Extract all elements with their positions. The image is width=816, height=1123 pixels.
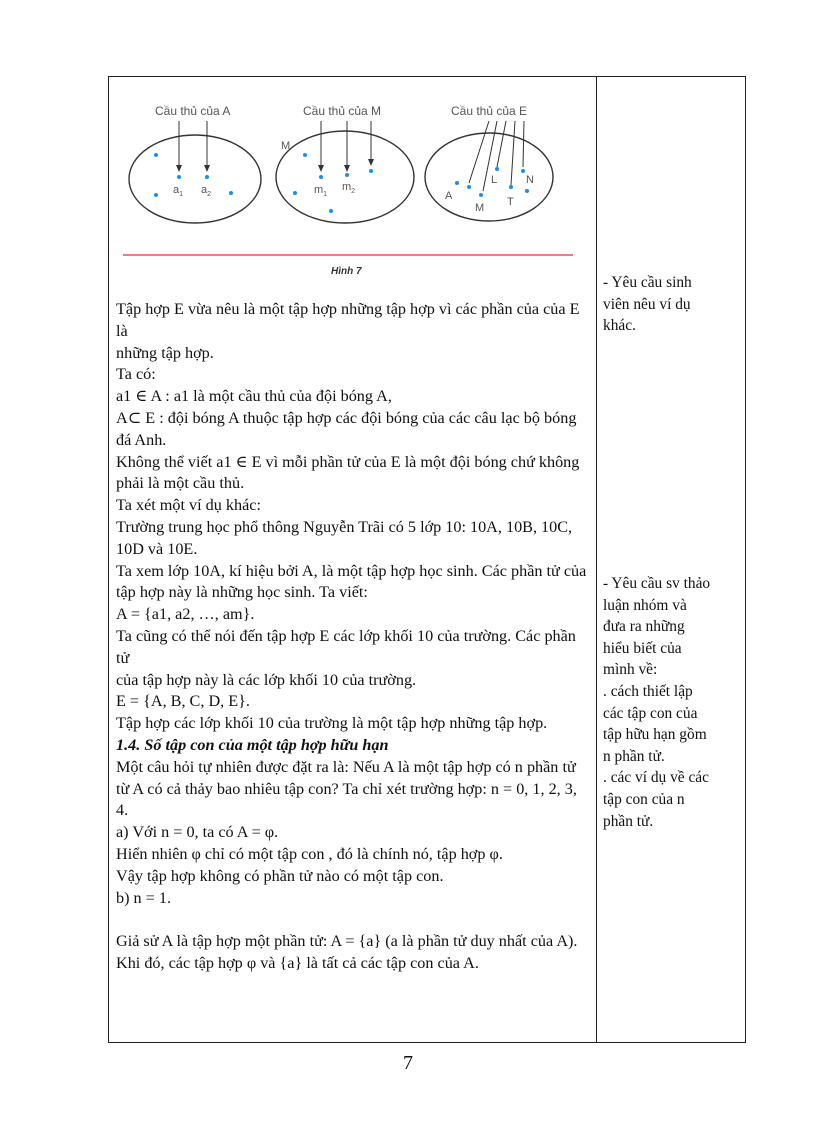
main-line: Trường trung học phổ thông Nguyễn Trãi có 5 lớp 10: 10A, 10B, 10C, 10D và 10E. xyxy=(116,517,573,558)
side-note-2 xyxy=(603,573,743,832)
main-line: E = {A, B, C, D, E}. xyxy=(116,692,250,711)
main-line: A⊂ E : đội bóng A thuộc tập hợp các đội bóng của các câu lạc bộ bóng đá Anh. xyxy=(116,408,577,449)
set-e-dot xyxy=(525,189,529,193)
set-e-dot xyxy=(467,185,471,189)
set-e-dot xyxy=(509,185,513,189)
side-line: tập hữu hạn gồm xyxy=(603,726,707,744)
main-line: a1 ∈ A : a1 là một cầu thủ của đội bóng A, xyxy=(116,387,392,406)
side-note-1 xyxy=(603,272,743,337)
page-number: 7 xyxy=(403,1052,413,1074)
main-line: Tập hợp các lớp khối 10 của trường là một tập hợp những tập hợp. xyxy=(116,714,548,733)
side-line: . cách thiết lập xyxy=(603,682,693,700)
side-line: phần tử. xyxy=(603,812,654,830)
set-e-element-l: L xyxy=(491,174,498,186)
set-e-arrow-4 xyxy=(511,121,515,185)
set-e-element-t: T xyxy=(507,196,514,208)
set-m-element-m1: $m_1$ xyxy=(314,184,328,198)
main-line: a) Với n = 0, ta có A = φ. xyxy=(116,823,279,842)
set-a-element-a1: $a_1$ xyxy=(173,184,184,198)
set-e-dot xyxy=(521,169,525,173)
side-line: - Yêu cầu sv thảo xyxy=(603,575,711,592)
set-m-name: M xyxy=(281,140,291,152)
set-a-dot xyxy=(177,175,181,179)
main-line: Vậy tập hợp không có phần tử nào có một tập con. xyxy=(116,866,444,885)
set-a-arrowhead-1 xyxy=(176,165,182,172)
side-line: luận nhóm và xyxy=(603,596,687,614)
set-e-arrow-5 xyxy=(523,121,524,167)
main-line: Ta xem lớp 10A, kí hiệu bởi A, là một tập hợp học sinh. Các phần tử của xyxy=(116,561,587,580)
main-line: Không thể viết a1 ∈ E vì mỗi phần tử của E là một đội bóng chứ không phải là một cầu thủ. xyxy=(116,452,580,493)
set-m-arrowhead-1 xyxy=(318,165,324,172)
main-line: những tập hợp. xyxy=(116,343,214,362)
set-a-dot xyxy=(154,193,158,197)
set-a-element-a2: $a_2$ xyxy=(201,184,212,198)
set-m-label: Cầu thủ của M xyxy=(303,104,382,118)
side-line: các tập con của xyxy=(603,704,698,722)
main-content xyxy=(116,299,588,975)
set-a-arrowhead-2 xyxy=(204,165,210,172)
set-e-element-m: M xyxy=(475,202,485,214)
set-e-dot xyxy=(495,167,499,171)
set-a-dot xyxy=(229,191,233,195)
set-m-dot xyxy=(345,173,349,177)
main-line: A = {a1, a2, …, am}. xyxy=(116,605,255,624)
side-line: hiểu biết của xyxy=(603,639,682,657)
side-line: . các ví dụ về các xyxy=(603,769,709,787)
set-m-arrowhead-2 xyxy=(344,165,350,172)
main-line: tập hợp này là những học sinh. Ta viết: xyxy=(116,583,368,602)
side-line: tập con của n xyxy=(603,790,685,808)
set-m-arrowhead-3 xyxy=(368,159,374,166)
side-line: khác. xyxy=(603,317,636,335)
main-line: Ta có: xyxy=(116,365,156,384)
set-m-dot xyxy=(369,169,373,173)
main-line: Giả sử A là tập hợp một phần tử: A = {a} (a là phần tử duy nhất của A). xyxy=(116,932,578,951)
set-a-dot xyxy=(154,153,158,157)
set-e-label: Cầu thủ của E xyxy=(451,104,528,118)
main-line: Khi đó, các tập hợp φ và {a} là tất cả các tập con của A. xyxy=(116,953,479,972)
table-frame xyxy=(108,76,746,1043)
set-m-dot xyxy=(329,209,333,213)
column-divider xyxy=(596,77,597,1042)
main-line: b) n = 1. xyxy=(116,888,171,907)
main-line: Một câu hỏi tự nhiên được đặt ra là: Nếu A là một tập hợp có n phần tử từ A có cả thảy bao nhiêu tập con? Ta chỉ xét trường hợp: n = 0, 1, 2, 3, 4. xyxy=(116,757,577,820)
main-line: Ta xét một ví dụ khác: xyxy=(116,496,261,515)
main-line: của tập hợp này là các lớp khối 10 của trường. xyxy=(116,670,417,689)
main-line: Tập hợp E vừa nêu là một tập hợp những tập hợp vì các phần của của E là xyxy=(116,300,580,340)
set-a-label: Cầu thủ của A xyxy=(155,104,231,118)
set-m-dot xyxy=(293,191,297,195)
side-line: mình về: xyxy=(603,661,658,679)
figure-caption: Hình 7 xyxy=(331,266,362,277)
set-m-ellipse xyxy=(276,131,414,223)
blank-line xyxy=(116,909,588,931)
section-heading: 1.4. Số tập con của một tập hợp hữu hạn xyxy=(116,735,389,754)
main-line: Ta cũng có thể nói đến tập hợp E các lớp khối 10 của trường. Các phần tử xyxy=(116,626,576,667)
side-line: - Yêu cầu sinh xyxy=(603,274,692,291)
set-a-dot xyxy=(205,175,209,179)
side-line: n phần tử. xyxy=(603,747,665,765)
set-e-dot xyxy=(455,181,459,185)
main-line: Hiển nhiên φ chỉ có một tập con , đó là chính nó, tập hợp φ. xyxy=(116,844,503,863)
set-m-dot xyxy=(303,153,307,157)
set-m-dot xyxy=(319,175,323,179)
set-a-ellipse xyxy=(129,135,261,223)
side-line: viên nêu ví dụ xyxy=(603,295,691,313)
set-e-element-n: N xyxy=(526,174,534,186)
set-e-arrow-3 xyxy=(497,121,506,167)
set-e-element-a: A xyxy=(445,190,453,202)
side-line: đưa ra những xyxy=(603,618,685,636)
set-m-element-m2: $m_2$ xyxy=(342,181,356,195)
set-e-dot xyxy=(479,193,483,197)
